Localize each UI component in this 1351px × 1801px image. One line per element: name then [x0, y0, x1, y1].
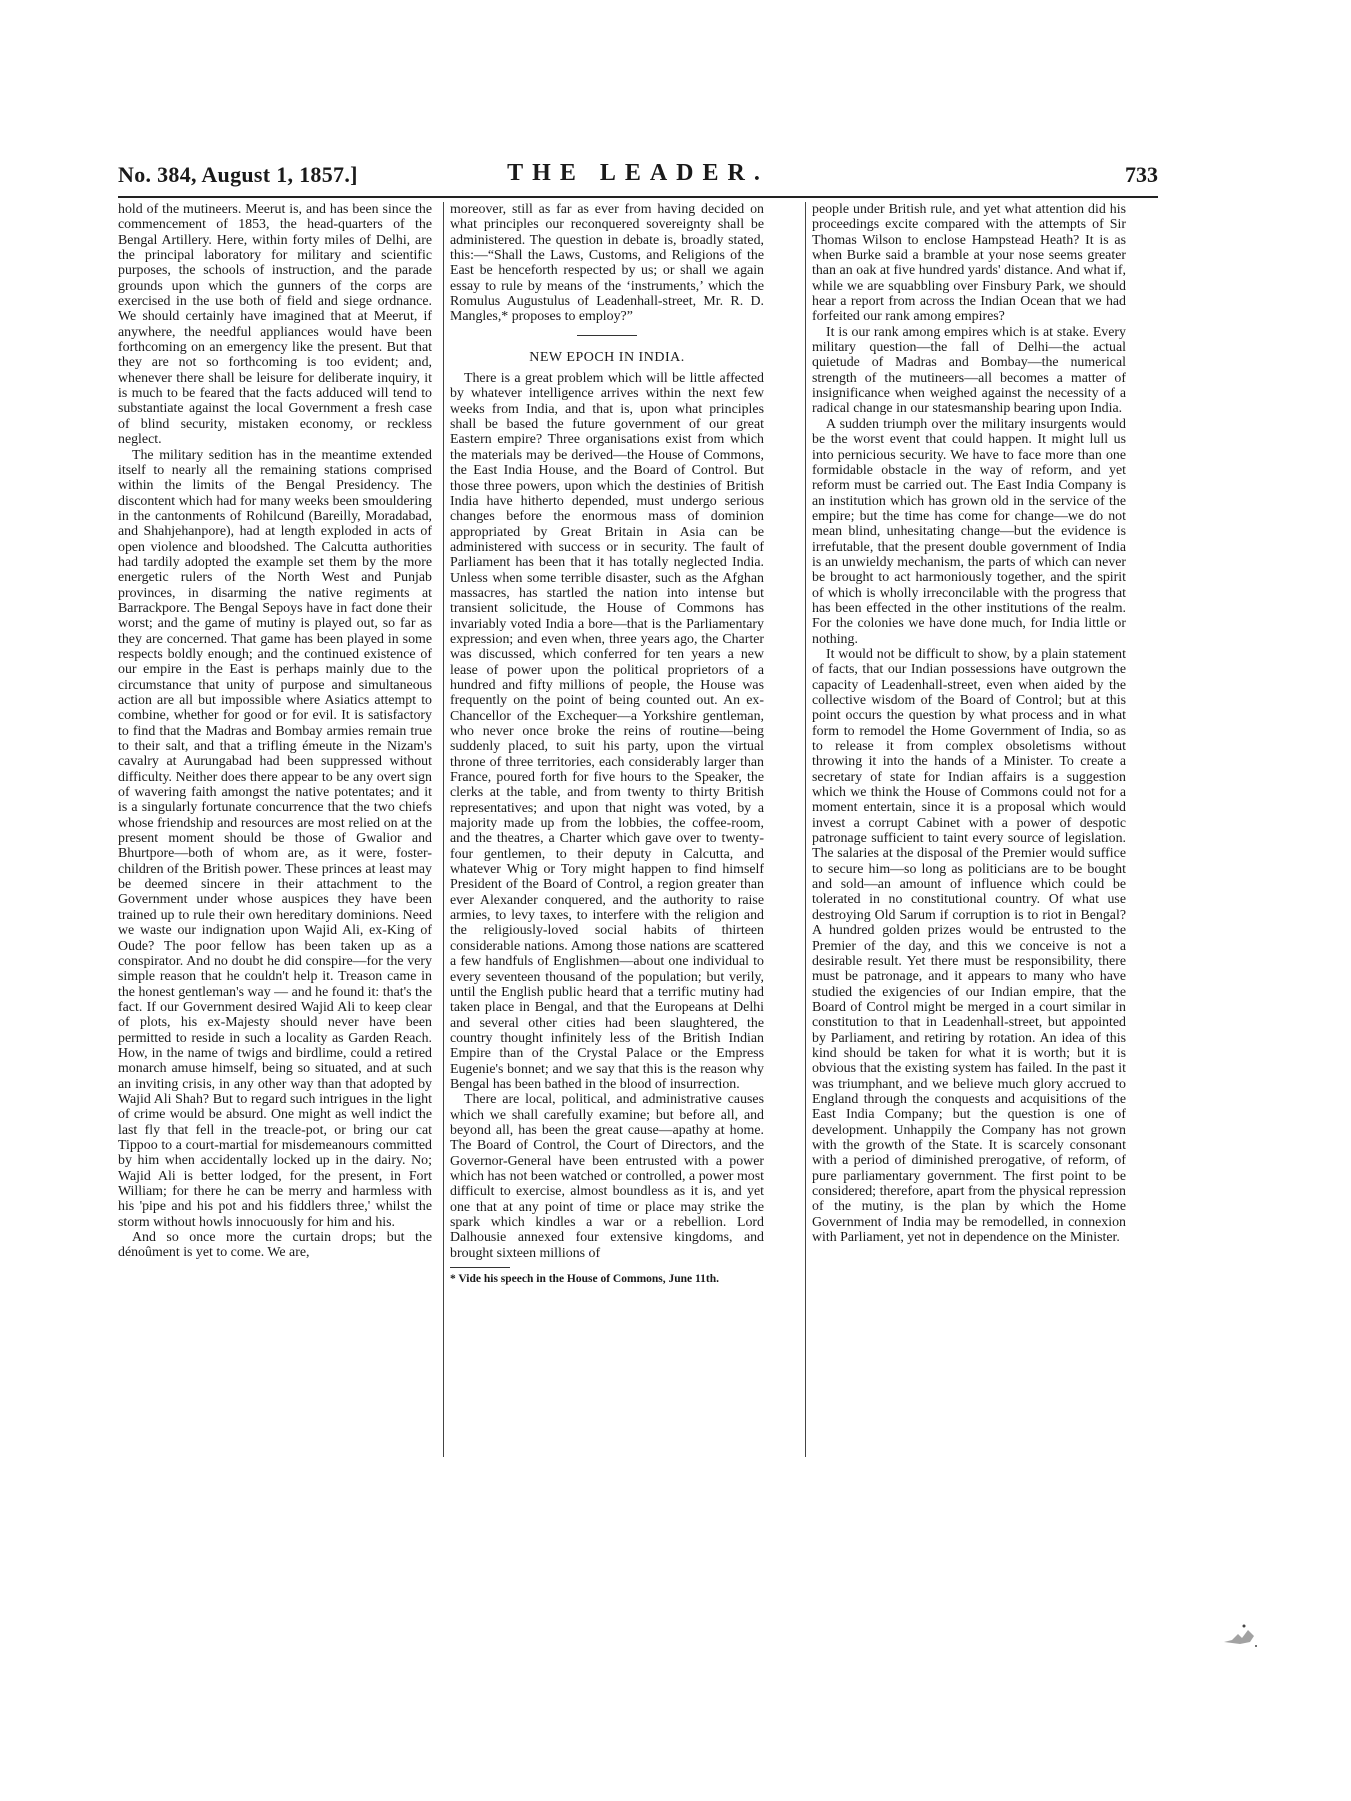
- footnote: * Vide his speech in the House of Commons, June 11th.: [450, 1273, 720, 1286]
- paragraph: It would not be difficult to show, by a plain statement of facts, that our Indian possessions have outgrown the capacity of Leadenhall-street, even when aided by the collective wisdom of the Board of Control; but at this point occurs the question by what process and in what form to remodel the Home Government of India, so as to release it from complex obsoletisms without throwing it into the hands of a Minister. To create a secretary of state for Indian affairs is a suggestion which we think the House of Commons could not for a moment entertain, since it is a proposal which would invest a corrupt Cabinet with a power of despotic patronage sufficient to taint every source of legislation. The salaries at the disposal of the Premier would suffice to secure him—so long as politicians are to be bought and sold—an amount of influence which could be tolerated in no constitutional country. Of what use destroying Old Sarum if corruption is to riot in Bengal? A hundred golden prizes would be entrusted to the Premier of the day, and this we conceive is not a desirable result. Yet there must be responsibility, there must be patronage, and it appears to many who have studied the exigencies of our Indian empire, that the Board of Control might be merged in a court similar in constitution to that in Leadenhall-street, but appointed by Parliament, and retiring by rotation. An idea of this kind should be taken for what it is worth; but it is obvious that the existing system has failed. In the past it was triumphant, and we believe much glory accrued to England through the conquests and acquisitions of the East India Company; but the question is one of development. Unhappily the Company has not grown with the growth of the State. It is scarcely consonant with a period of diminished prerogative, of reform, of pure parliamentary government. The first point to be considered; therefore, apart from the physical repression of the mutiny, is the plan by which the Home Government of India may be remodelled, in connexion with Parliament, yet not in dependence on the Minister.: [812, 646, 1126, 1246]
- column-3: [812, 202, 1126, 1462]
- column-2: [450, 202, 764, 1462]
- header-rule: [118, 196, 1158, 198]
- masthead-title: THE LEADER.: [507, 160, 769, 186]
- footnote-rule: [450, 1267, 510, 1268]
- paragraph: And so once more the curtain drops; but the dénoûment is yet to come. We are,: [118, 1230, 432, 1261]
- paragraph: It is our rank among empires which is at stake. Every military question—the fall of Delhi—the actual quietude of Madras and Bombay—the numerical strength of the mutineers—all becomes a matter of insignificance when weighed against the necessity of a radical change in our statesmanship bearing upon India.: [812, 324, 1126, 417]
- column-1: [118, 202, 432, 1462]
- page-number: 733: [1125, 162, 1158, 187]
- paragraph: moreover, still as far as ever from having decided on what principles our reconquered sovereignty shall be administered. The question in debate is, broadly stated, this:—“Shall the Laws, Customs, and Religions of the East be henceforth respected by us; or shall we again essay to rule by means of the ‘instruments,’ which the Romulus Augustulus of Leadenhall-street, Mr. R. D. Mangles,* proposes to employ?”: [450, 202, 764, 325]
- article-title: NEW EPOCH IN INDIA.: [529, 349, 685, 365]
- column-divider: [443, 202, 444, 1457]
- column-divider: [805, 202, 806, 1457]
- issue-number: No. 384, August 1, 1857.]: [118, 162, 358, 187]
- paragraph: The military sedition has in the meantime extended itself to nearly all the remaining stations comprised within the limits of the Bengal Presidency. The discontent which had for many weeks been smouldering in the cantonments of Rohilcund (Bareilly, Moradabad, and Shahjehanpore), had at length exploded in acts of open violence and bloodshed. The Calcutta authorities had tardily adopted the example set them by the more energetic rulers of the North West and Punjab provinces, in disarming the native regiments at Barrackpore. The Bengal Sepoys have in fact done their worst; and the game of mutiny is played out, so far as they are concerned. That game has been played in some respects boldly enough; and the continued existence of our empire in the East is perhaps mainly due to the circumstance that unity of purpose and simultaneous action are all but impossible where Asiatics attempt to combine, whether for good or for evil. It is satisfactory to find that the Madras and Bombay armies remain true to their salt, and that a trifling émeute in the Nizam's cavalry at Aurungabad had been suppressed without difficulty. Neither does there appear to be any overt sign of wavering faith amongst the native potentates; and it is a singularly fortunate concurrence that the two chiefs whose friendship and resources are most relied on at the present moment should be those of Gwalior and Bhurtpore—both of whom are, as it were, foster-children of the British power. These princes at least may be deemed sincere in their attachment to the Government under whose auspices they have been trained up to rule their own hereditary dominions. Need we waste our indignation upon Wajid Ali, ex-King of Oude? The poor fellow has been taken up as a conspirator. And no doubt he did conspire—for the very simple reason that he couldn't help it. Treason came in the honest gentleman's way — and he found it: that's the fact. If our Government desired Wajid Ali to keep clear of plots, his ex-Majesty should never have been permitted to reside in such a locality as Garden Reach. How, in the name of twigs and birdlime, could a retired monarch amuse himself, being so situated, and at such an inviting crisis, in any other way than that adopted by Wajid Ali Shah? But to regard such intrigues in the light of crime would be absurd. One might as well indict the last fly that fell in the treacle-pot, or bring our cat Tippoo to a court-martial for misdemeanours committed by him when accidentally locked up in the dairy. No; Wajid Ali is better lodged, for the present, in Fort William; for there he can be merry and harmless with his 'pipe and his pot and his fiddlers three,' whilst the storm without howls innocuously for him and his.: [118, 447, 432, 1230]
- section-rule: [577, 335, 637, 336]
- paragraph: There are local, political, and administrative causes which we shall carefully examine; but before all, and beyond all, has been the great cause—apathy at home. The Board of Control, the Court of Directors, and the Governor-General have been entrusted with a power which has not been watched or controlled, a power most difficult to exercise, almost boundless as it is, and yet one that at any point of time or place may strike the spark which kindles a war or a rebellion. Lord Dalhousie annexed four extensive kingdoms, and brought sixteen millions of: [450, 1092, 764, 1261]
- page-header: [118, 160, 1158, 194]
- ink-smudge: [1220, 1620, 1260, 1650]
- paragraph: hold of the mutineers. Meerut is, and has been since the commencement of 1853, the head-quarters of the Bengal Artillery. Here, within forty miles of Delhi, are the principal laboratory for military and scientific purposes, the schools of instruction, and the parade grounds upon which the gunners of the corps are exercised in the use both of field and siege ordnance. We should certainly have imagined that at Meerut, if anywhere, the needful appliances would have been forthcoming on an emergency like the present. But that they are not so forthcoming is too evident; and, whenever there shall be leisure for deliberate inquiry, it is much to be feared that the facts adduced will tend to substantiate against the local Government a fresh case of blind security, mistaken economy, or reckless neglect.: [118, 202, 432, 448]
- paragraph: There is a great problem which will be little affected by whatever intelligence arrives within the next few weeks from India, and that is, upon what principles shall be based the future government of our great Eastern empire? Three organisations exist from which the materials may be derived—the House of Commons, the East India House, and the Board of Control. But those three powers, upon which the destinies of British India have hitherto depended, must undergo serious changes before the enormous mass of dominion appropriated by Great Britain in Asia can be administered with success or in security. The fault of Parliament has been that it has totally neglected India. Unless when some terrible disaster, such as the Afghan massacres, has startled the nation into intense but transient solicitude, the House of Commons has invariably voted India a bore—that is the Parliamentary expression; and even when, three years ago, the Charter was discussed, which conferred for ten years a new lease of power upon the political proprietors of a hundred and fifty millions of people, the House was frequently on the point of being counted out. An ex-Chancellor of the Exchequer—a Yorkshire gentleman, who never once broke the reins of routine—being suddenly placed, to suit his party, upon the virtual throne of three territories, each considerably larger than France, poured forth for five hours to the Speaker, the clerks at the table, and from twenty to thirty British representatives; and upon that night was voted, by a majority made up from the lobbies, the coffee-room, and the theatres, a Charter which gave over to twenty-four gentlemen, to their deputy in Calcutta, and whatever Whig or Tory might happen to find himself President of the Board of Control, a region greater than ever Alexander conquered, and the authority to raise armies, to levy taxes, to interfere with the religion and the religiously-loved social habits of thirteen considerable nations. Among those nations are scattered a few handfuls of Englishmen—about one individual to every seventeen thousand of the population; but verily, until the English public heard that a terrific mutiny had taken place in Bengal, and that the Europeans at Delhi and several other cities had been slaughtered, the country thought infinitely less of the British Indian Empire than of the Crystal Palace or the Empress Eugenie's bonnet; and we say that this is the reason why Bengal has been bathed in the blood of insurrection.: [450, 371, 764, 1092]
- paragraph: people under British rule, and yet what attention did his proceedings excite compared with the attempts of Sir Thomas Wilson to enclose Hampstead Heath? It is as when Burke said a bramble at your nose seems greater than an oak at five hundred yards' distance. And what if, while we are squabbling over Finsbury Park, we should hear a report from across the Indian Ocean that we had forfeited our rank among empires?: [812, 202, 1126, 325]
- paragraph: A sudden triumph over the military insurgents would be the worst event that could happen. It might lull us into pernicious security. We have to face more than one formidable obstacle in the way of reform, and yet reform must be carried out. The East India Company is an institution which has grown old in the service of the empire; but the time has come for change—we do not mean blind, unhesitating change—but the evidence is irrefutable, that the present double government of India is an unwieldy mechanism, the parts of which can never be brought to act harmoniously together, and the spirit of which is wholly irreconcilable with the progress that has been effected in the other institutions of the realm. For the colonies we have done much, for India little or nothing.: [812, 416, 1126, 647]
